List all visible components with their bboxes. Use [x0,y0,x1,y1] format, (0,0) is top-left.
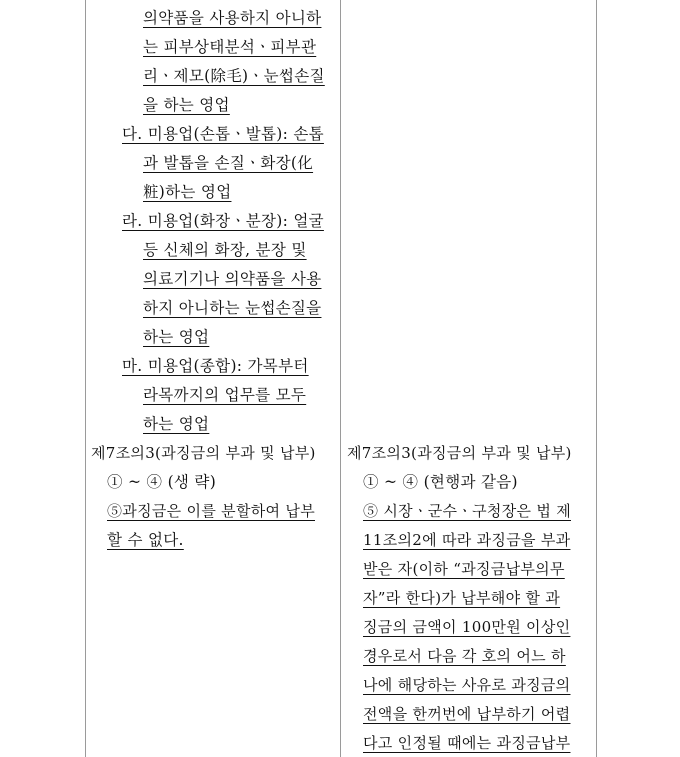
item-ra: 라. 미용업(화장ㆍ분장): 얼굴 [122,212,324,230]
clause-5-line: 다고 인정될 때에는 과징금납부 [363,734,571,752]
text-line: 의약품을 사용하지 아니하 [143,9,322,27]
clause-5-line: ⑤ 시장ㆍ군수ㆍ구청장은 법 제 [363,502,571,520]
table-right-border [596,0,597,757]
text-line: 는 피부상태분석ㆍ피부관 [143,38,317,56]
clause-5-line: ⑤과징금은 이를 분할하여 납부 [107,502,315,520]
clause-5-line: 전액을 한꺼번에 납부하기 어렵 [363,705,571,723]
text-line: 하는 영업 [143,328,210,346]
table-column-divider [340,0,341,757]
table-left-border [85,0,86,757]
clause-same: ① ~ ④ (현행과 같음) [363,473,518,491]
text-line: 리ㆍ제모(除毛)ㆍ눈썹손질 [143,67,325,85]
text-line: 등 신체의 화장, 분장 및 [143,241,307,259]
text-line: 의료기기나 의약품을 사용 [143,270,322,288]
text-line: 을 하는 영업 [143,96,230,114]
text-line: 하지 아니하는 눈썹손질을 [143,299,322,317]
article-title: 제7조의3(과징금의 부과 및 납부) [91,444,316,462]
text-line: 하는 영업 [143,415,210,433]
text-line: 粧)하는 영업 [143,183,232,201]
clause-5-line: 받은 자(이하 “과징금납부의무 [363,560,565,578]
text-line: 라목까지의 업무를 모두 [143,386,307,404]
clause-5-line: 나에 해당하는 사유로 과징금의 [363,676,571,694]
text-line: 과 발톱을 손질ㆍ화장(化 [143,154,314,172]
clause-5-line: 자”라 한다)가 납부해야 할 과 [363,589,561,607]
clause-5-line: 징금의 금액이 100만원 이상인 [363,618,571,636]
item-ma: 마. 미용업(종합): 가목부터 [122,357,309,375]
clause-omitted: ① ~ ④ (생 략) [107,473,217,491]
item-da: 다. 미용업(손톱ㆍ발톱): 손톱 [122,125,324,143]
clause-5-line: 11조의2에 따라 과징금을 부과 [363,531,571,549]
clause-5-line: 할 수 없다. [107,531,184,549]
article-title: 제7조의3(과징금의 부과 및 납부) [347,444,572,462]
clause-5-line: 경우로서 다음 각 호의 어느 하 [363,647,566,665]
